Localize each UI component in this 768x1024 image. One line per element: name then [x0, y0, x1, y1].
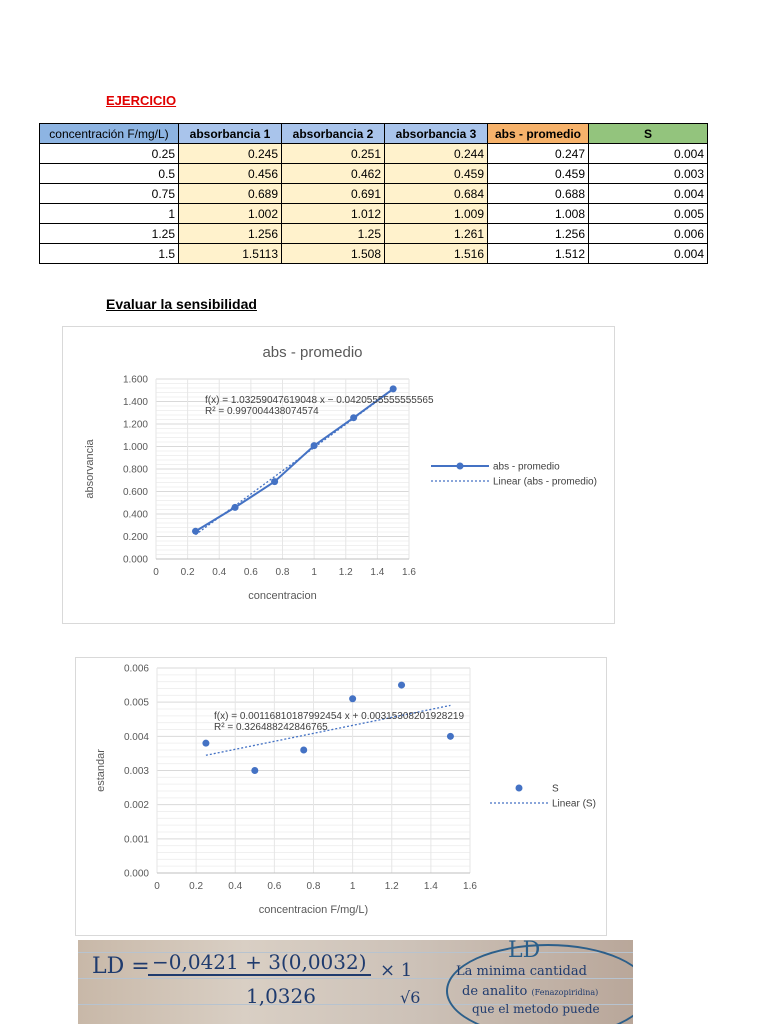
table-cell: 1.012	[282, 204, 385, 224]
legend-series-label: S	[552, 783, 559, 795]
table-cell: 0.004	[589, 244, 708, 264]
x-tick-label: 1	[349, 881, 356, 892]
x-tick-label: 0.6	[243, 567, 258, 578]
y-tick-label: 1.000	[122, 442, 148, 453]
y-tick-label: 0.002	[123, 800, 149, 812]
y-tick-label: 0.000	[123, 868, 149, 880]
table-cell: 1.261	[385, 224, 488, 244]
hw-denominator: 1,0326	[246, 984, 316, 1008]
data-point	[232, 504, 239, 511]
table-cell: 1.256	[179, 224, 282, 244]
x-tick-label: 0	[154, 881, 160, 892]
x-tick-label: 1.2	[338, 567, 353, 578]
x-tick-label: 0.4	[228, 881, 243, 892]
y-tick-label: 0.200	[122, 532, 148, 543]
y-tick-label: 0.600	[122, 487, 148, 498]
table-cell: 0.006	[589, 224, 708, 244]
hw-note-title: LD	[508, 940, 541, 963]
legend-series-marker	[516, 785, 523, 792]
table-cell: 1.25	[40, 224, 179, 244]
table-cell: 0.456	[179, 164, 282, 184]
hw-note-line2	[462, 984, 598, 999]
table-cell: 1	[40, 204, 179, 224]
y-tick-label: 1.200	[122, 419, 148, 431]
header-abs-promedio: abs - promedio	[488, 124, 589, 144]
table-cell: 0.75	[40, 184, 179, 204]
data-point	[447, 733, 454, 740]
data-point	[350, 414, 357, 421]
y-tick-label: 0.003	[123, 766, 149, 777]
table-cell: 1.5113	[179, 244, 282, 264]
hw-note-line1: La minima cantidad	[456, 964, 587, 979]
table-cell: 0.691	[282, 184, 385, 204]
y-axis-label: estandar	[95, 749, 107, 792]
x-tick-label: 0.4	[212, 567, 227, 578]
exercise-title: EJERCICIO	[106, 93, 177, 108]
x-tick-label: 0	[153, 567, 159, 578]
y-tick-label: 0.400	[122, 509, 148, 521]
hw-ld-label: LD =	[92, 954, 150, 979]
table-cell: 1.508	[282, 244, 385, 264]
table-cell: 0.459	[385, 164, 488, 184]
x-tick-label: 0.2	[180, 567, 195, 578]
y-tick-label: 0.800	[122, 464, 148, 476]
y-tick-label: 1.600	[122, 374, 148, 386]
table-cell: 0.004	[589, 184, 708, 204]
table-cell: 0.688	[488, 184, 589, 204]
data-point	[300, 747, 307, 754]
trend-r2: R² = 0.997004438074574	[205, 406, 319, 417]
header-abs2: absorbancia 2	[282, 124, 385, 144]
data-point	[311, 442, 318, 449]
table-cell: 1.256	[488, 224, 589, 244]
table-cell: 0.005	[589, 204, 708, 224]
legend-series-label: abs - promedio	[493, 461, 560, 473]
chart-standard-deviation	[75, 657, 607, 936]
data-point	[398, 682, 405, 689]
y-tick-label: 0.001	[123, 834, 149, 846]
table-row	[40, 164, 708, 184]
x-tick-label: 0.6	[267, 881, 282, 892]
x-tick-label: 1	[311, 567, 317, 578]
table-header-row	[40, 124, 708, 144]
table-cell: 1.008	[488, 204, 589, 224]
header-concentration: concentración F/mg/L)	[40, 124, 179, 144]
header-abs3: absorbancia 3	[385, 124, 488, 144]
data-point	[192, 528, 199, 535]
table-cell: 0.459	[488, 164, 589, 184]
table-cell: 1.516	[385, 244, 488, 264]
table-cell: 1.25	[282, 224, 385, 244]
chart2-svg	[76, 658, 606, 935]
x-tick-label: 1.6	[463, 881, 477, 892]
x-axis-label: concentracion	[248, 590, 317, 602]
data-point	[349, 695, 356, 702]
table-cell: 0.684	[385, 184, 488, 204]
table-cell: 0.251	[282, 144, 385, 164]
table-row	[40, 244, 708, 264]
table-cell: 0.003	[589, 164, 708, 184]
data-table	[39, 123, 708, 264]
chart1-svg	[63, 327, 614, 623]
table-cell: 0.245	[179, 144, 282, 164]
chart-abs-promedio	[62, 326, 615, 624]
hw-multiplier: × 1	[380, 960, 413, 981]
table-row	[40, 224, 708, 244]
handwritten-photo	[78, 940, 633, 1024]
x-tick-label: 1.4	[370, 567, 385, 578]
hw-note-line2-text: de analito	[462, 984, 532, 999]
x-tick-label: 1.4	[423, 881, 438, 892]
legend-series-marker	[457, 463, 464, 470]
x-tick-label: 1.6	[402, 567, 416, 578]
hw-numerator: −0,0421 + 3(0,0032)	[148, 950, 371, 976]
x-tick-label: 0.2	[189, 881, 204, 892]
data-point	[271, 478, 278, 485]
table-cell: 0.462	[282, 164, 385, 184]
table-cell: 1.512	[488, 244, 589, 264]
y-axis-label: absorvancia	[84, 439, 96, 499]
data-point	[251, 767, 258, 774]
x-tick-label: 0.8	[275, 567, 290, 578]
section-title: Evaluar la sensibilidad	[106, 296, 257, 312]
table-cell: 0.004	[589, 144, 708, 164]
table-cell: 0.25	[40, 144, 179, 164]
y-tick-label: 0.000	[122, 554, 148, 566]
y-tick-label: 0.005	[123, 697, 149, 709]
table-cell: 0.5	[40, 164, 179, 184]
hw-note-line2-small: (Fenazopiridina)	[531, 988, 599, 997]
y-tick-label: 1.400	[122, 397, 148, 408]
hw-sqrt: √6	[400, 988, 421, 1007]
header-s: S	[589, 124, 708, 144]
x-axis-label: concentracion F/mg/L)	[258, 904, 369, 916]
table-row	[40, 184, 708, 204]
trend-r2: R² = 0.326488242846765	[214, 722, 328, 733]
x-tick-label: 1.2	[384, 881, 399, 892]
x-tick-label: 0.8	[306, 881, 321, 892]
data-point	[202, 740, 209, 747]
legend-trend-label: Linear (S)	[552, 798, 596, 810]
trend-equation: f(x) = 0.00116810187992454 x + 0.00315308201928219	[214, 711, 465, 722]
table-cell: 1.009	[385, 204, 488, 224]
table-row	[40, 144, 708, 164]
table-row	[40, 204, 708, 224]
table-cell: 1.5	[40, 244, 179, 264]
chart-title: abs - promedio	[262, 344, 363, 361]
y-tick-label: 0.006	[123, 663, 149, 675]
hw-note-line3: que el metodo puede	[472, 1002, 600, 1016]
trend-equation: f(x) = 1.03259047619048 x − 0.0420555555555565	[205, 395, 434, 406]
y-tick-label: 0.004	[123, 731, 149, 743]
table-cell: 1.002	[179, 204, 282, 224]
header-abs1: absorbancia 1	[179, 124, 282, 144]
table-cell: 0.247	[488, 144, 589, 164]
table-cell: 0.244	[385, 144, 488, 164]
table-cell: 0.689	[179, 184, 282, 204]
data-point	[390, 385, 397, 392]
legend-trend-label: Linear (abs - promedio)	[493, 476, 597, 488]
